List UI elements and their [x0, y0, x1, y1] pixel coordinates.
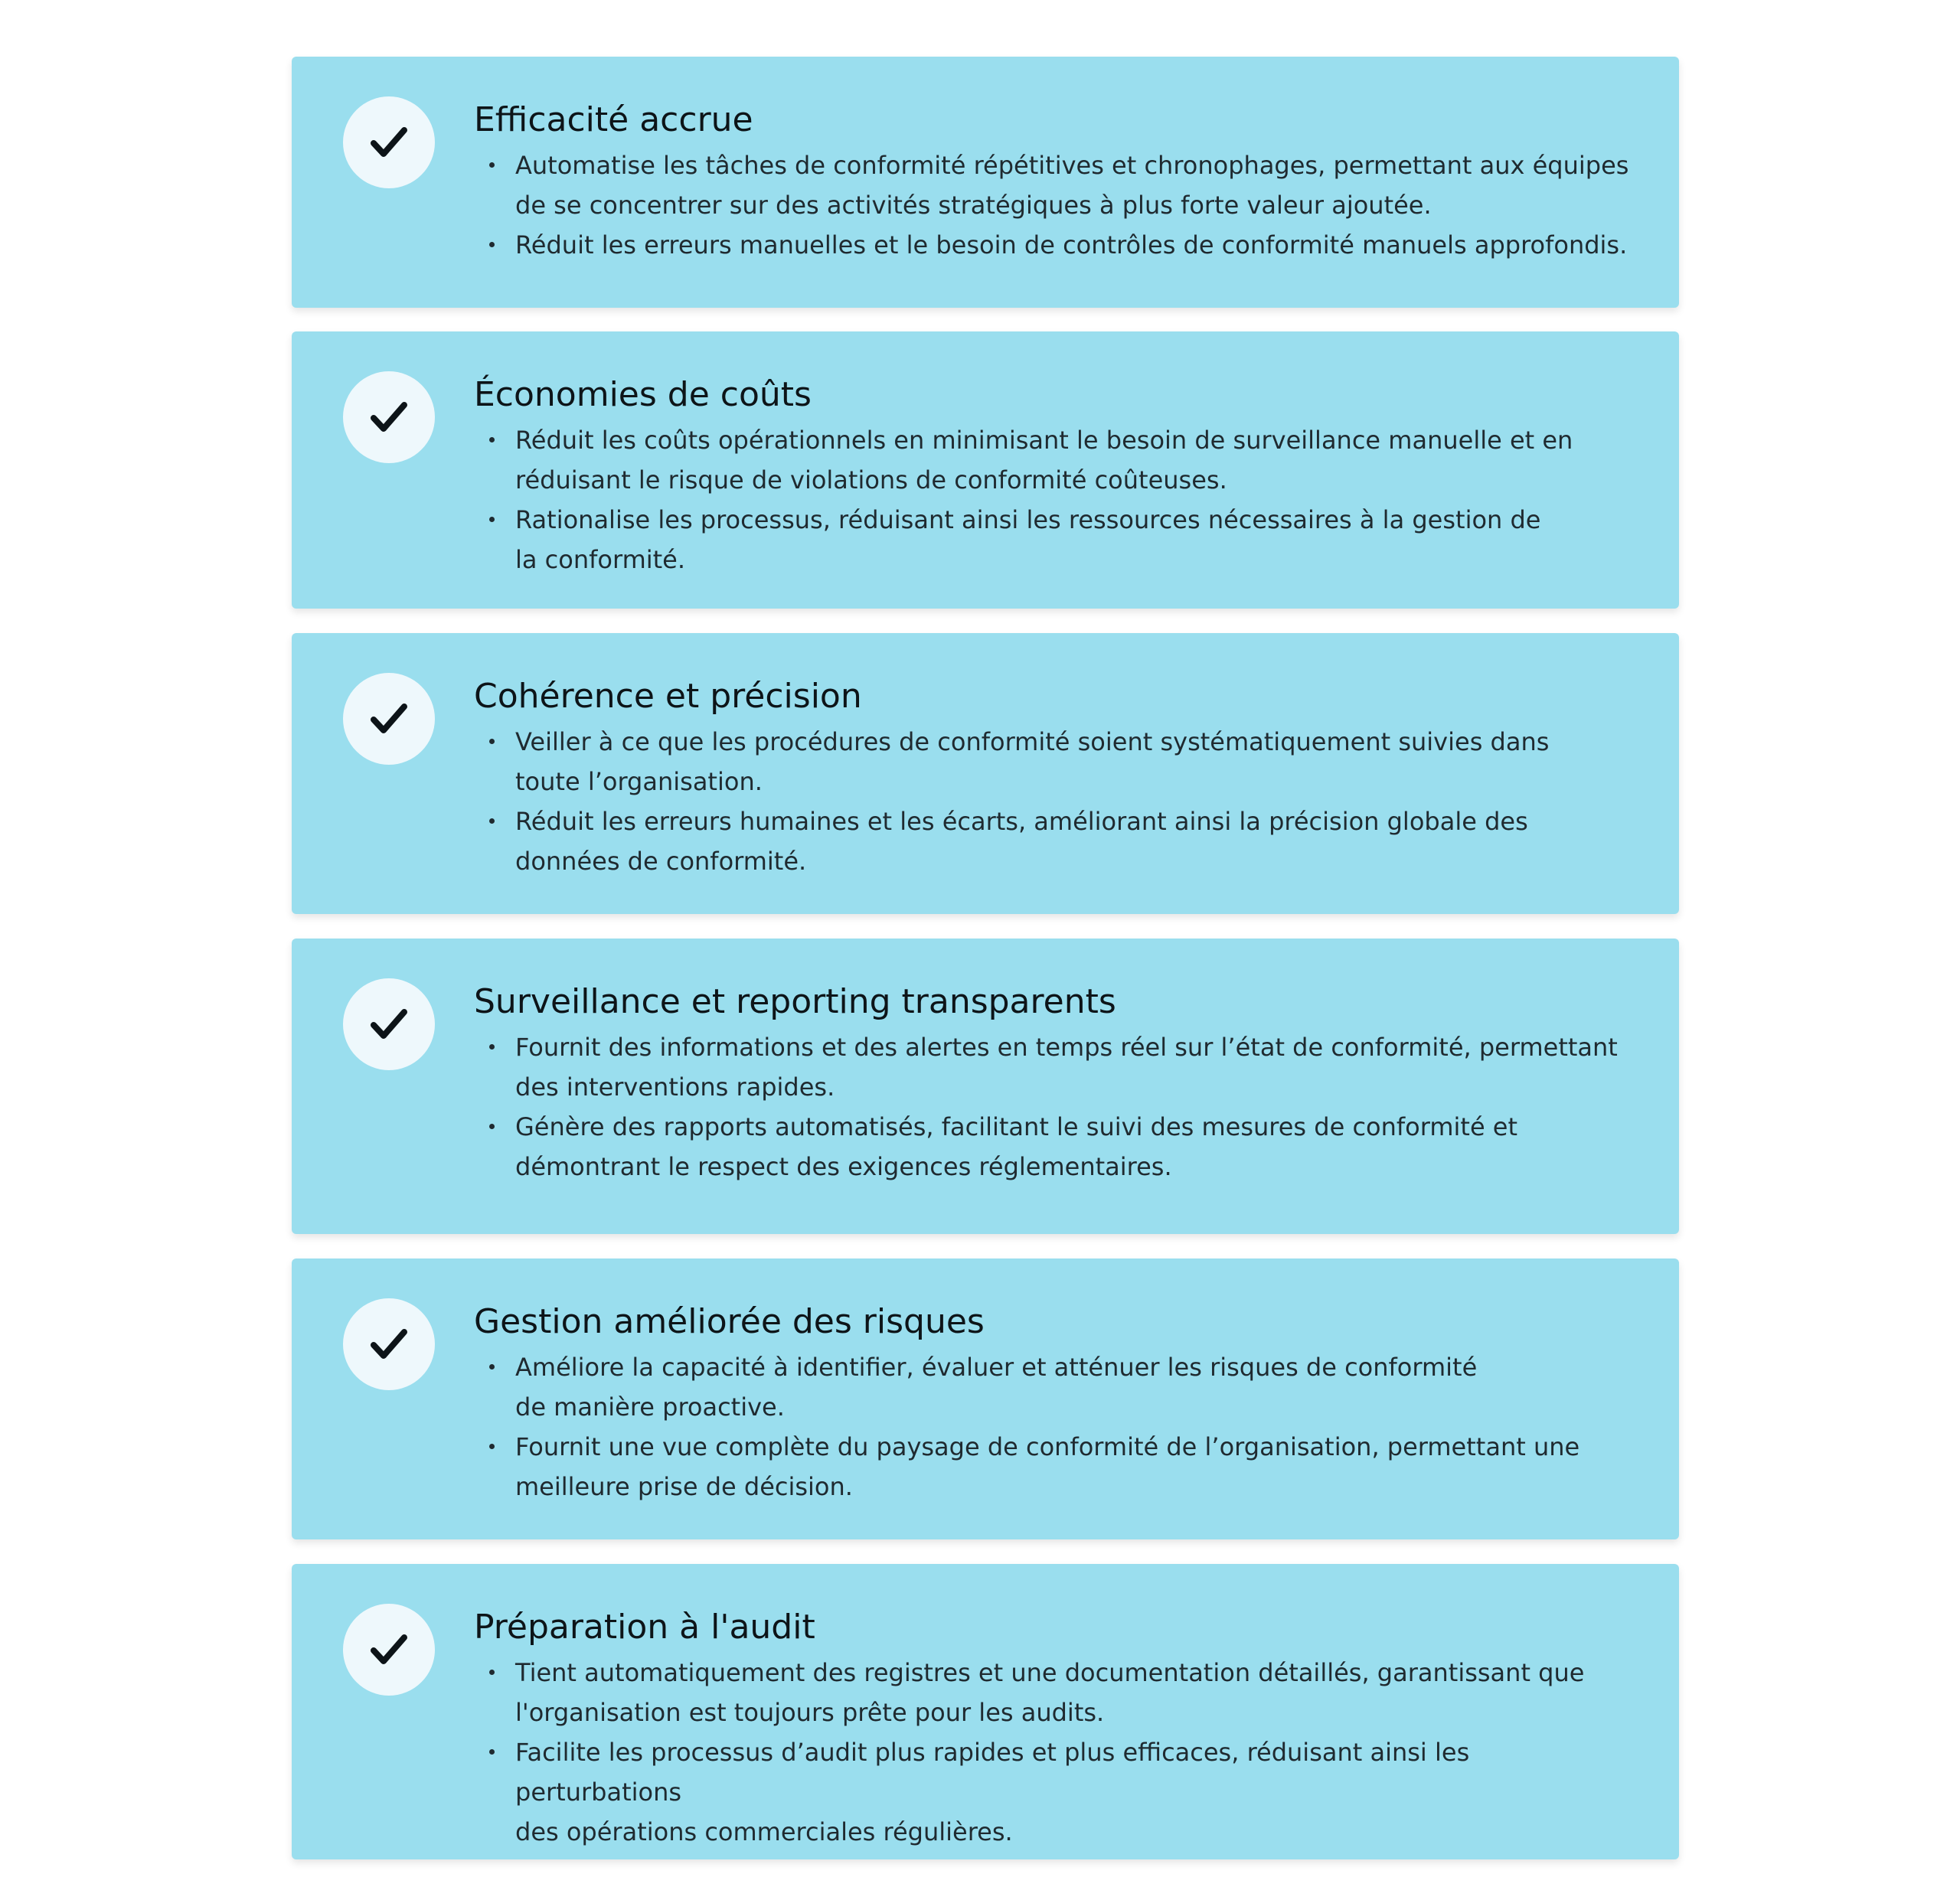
- benefit-bullet-list: [474, 1027, 1638, 1187]
- benefit-bullet-list: [474, 145, 1638, 265]
- benefit-bullet-list: [474, 1347, 1638, 1507]
- benefit-bullet: Rationalise les processus, réduisant ainsi les ressources nécessaires à la gestion de la conformité.: [474, 500, 1638, 579]
- check-badge: [343, 978, 435, 1070]
- benefit-bullet: Génère des rapports automatisés, facilitant le suivi des mesures de conformité et démontrant le respect des exigences réglementaires.: [474, 1107, 1638, 1187]
- check-icon: [368, 396, 410, 439]
- check-badge: [343, 1604, 435, 1696]
- check-icon: [368, 1003, 410, 1046]
- benefit-title: Gestion améliorée des risques: [474, 1302, 985, 1341]
- benefit-card-audit: [292, 1564, 1679, 1859]
- benefit-bullet: Améliore la capacité à identifier, évaluer et atténuer les risques de conformité de manière proactive.: [474, 1347, 1638, 1427]
- benefit-bullet: Facilite les processus d’audit plus rapides et plus efficaces, réduisant ainsi les perturbations des opérations commerciales régulières.: [474, 1732, 1638, 1852]
- benefit-bullet: Veiller à ce que les procédures de conformité soient systématiquement suivies dans toute l’organisation.: [474, 722, 1638, 801]
- check-icon: [368, 1323, 410, 1366]
- benefit-card-gestion-risques: [292, 1259, 1679, 1539]
- benefit-card-efficacite: [292, 57, 1679, 308]
- benefit-bullet-list: [474, 1653, 1638, 1852]
- check-badge: [343, 673, 435, 765]
- benefit-title: Cohérence et précision: [474, 677, 862, 716]
- benefit-bullet: Réduit les coûts opérationnels en minimisant le besoin de surveillance manuelle et en réduisant le risque de violations de conformité coûteuses.: [474, 420, 1638, 500]
- benefit-bullet: Fournit une vue complète du paysage de conformité de l’organisation, permettant une meilleure prise de décision.: [474, 1427, 1638, 1507]
- check-badge: [343, 1298, 435, 1390]
- benefit-card-economies: [292, 331, 1679, 609]
- check-icon: [368, 1628, 410, 1671]
- benefit-title: Efficacité accrue: [474, 100, 753, 139]
- benefit-bullet: Réduit les erreurs manuelles et le besoin de contrôles de conformité manuels approfondis.: [474, 225, 1638, 265]
- check-badge: [343, 371, 435, 463]
- benefit-bullet: Tient automatiquement des registres et une documentation détaillés, garantissant que l'organisation est toujours prête pour les audits.: [474, 1653, 1638, 1732]
- benefit-bullet-list: [474, 420, 1638, 579]
- benefit-title: Surveillance et reporting transparents: [474, 982, 1116, 1021]
- benefit-bullet-list: [474, 722, 1638, 881]
- benefit-card-surveillance: [292, 939, 1679, 1234]
- benefit-bullet: Réduit les erreurs humaines et les écarts, améliorant ainsi la précision globale des données de conformité.: [474, 801, 1638, 881]
- benefit-bullet: Automatise les tâches de conformité répétitives et chronophages, permettant aux équipes de se concentrer sur des activités stratégiques à plus forte valeur ajoutée.: [474, 145, 1638, 225]
- benefit-card-coherence: [292, 633, 1679, 914]
- check-icon: [368, 121, 410, 164]
- benefit-title: Préparation à l'audit: [474, 1608, 815, 1647]
- benefit-bullet: Fournit des informations et des alertes en temps réel sur l’état de conformité, permettant des interventions rapides.: [474, 1027, 1638, 1107]
- check-badge: [343, 96, 435, 188]
- check-icon: [368, 697, 410, 740]
- benefit-title: Économies de coûts: [474, 375, 812, 414]
